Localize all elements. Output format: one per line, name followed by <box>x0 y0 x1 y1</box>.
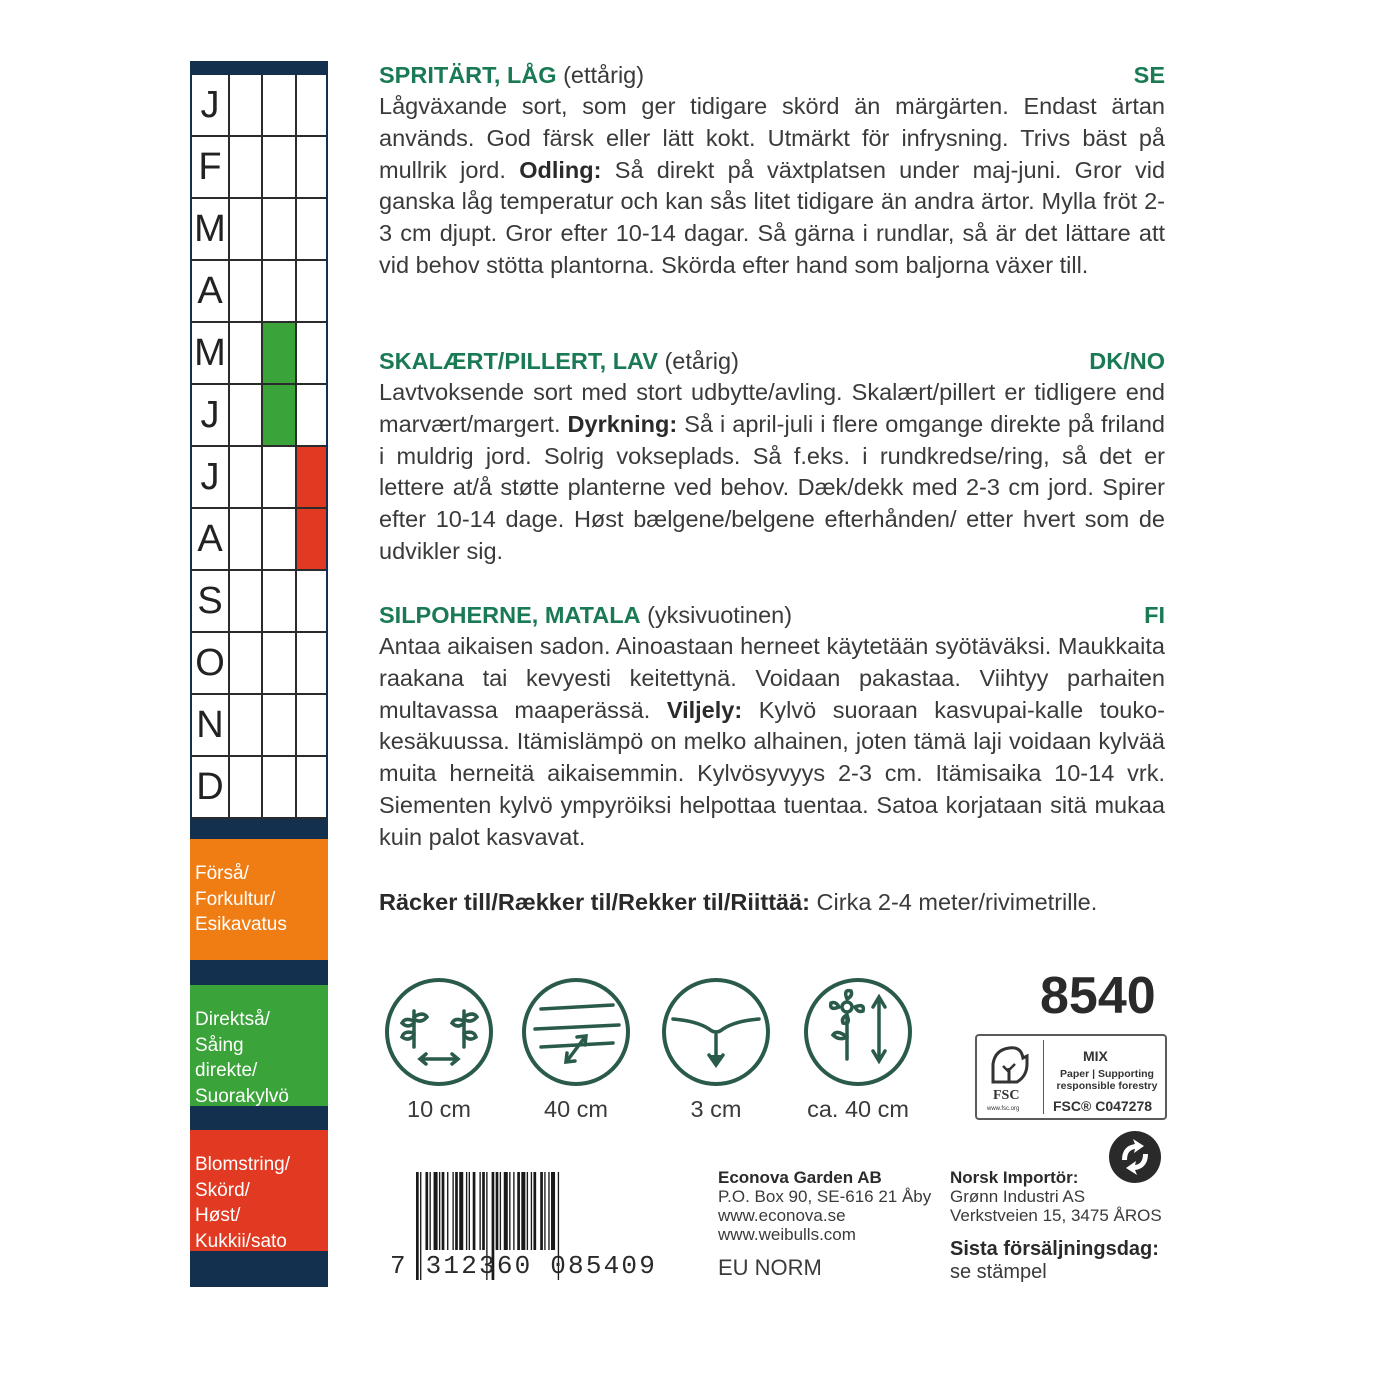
fsc-tree-icon <box>987 1042 1035 1088</box>
barcode-bar <box>425 1172 428 1250</box>
calendar-cell-presow <box>230 633 263 695</box>
month-letter: N <box>192 695 230 757</box>
section-title: SKALÆRT/PILLERT, LAV <box>379 348 658 374</box>
calendar-cell-direct-sow <box>263 323 297 385</box>
barcode-bar <box>533 1172 536 1250</box>
barcode-bar <box>504 1172 508 1250</box>
calendar-cell-presow <box>230 695 263 757</box>
barcode-bar <box>452 1172 453 1250</box>
calendar-cell-direct-sow <box>263 757 297 819</box>
body-keyword: Viljely: <box>666 696 743 723</box>
barcode-bar <box>540 1172 543 1250</box>
barcode-bar <box>531 1172 532 1250</box>
section-subtitle: (yksivuotinen) <box>647 602 793 628</box>
section-title: SPRITÄRT, LÅG <box>379 62 557 88</box>
month-letter: J <box>192 447 230 509</box>
section-swedish <box>379 60 1165 282</box>
language-code: SE <box>1133 62 1165 88</box>
barcode-bar <box>544 1172 545 1250</box>
legend-direct-sow <box>190 985 328 1106</box>
eu-norm: EU NORM <box>718 1255 822 1280</box>
calendar-cell-presow <box>230 571 263 633</box>
row-spacing-label: 40 cm <box>544 1096 608 1122</box>
language-code: FI <box>1144 602 1165 628</box>
fsc-url: www.fsc.org <box>987 1106 1020 1112</box>
barcode-bar <box>473 1172 476 1250</box>
calendar-cell-presow <box>230 447 263 509</box>
month-letter: O <box>192 633 230 695</box>
section-title: SILPOHERNE, MATALA <box>379 602 641 628</box>
calendar-cell-direct-sow <box>263 75 297 137</box>
section-subtitle: (ettårig) <box>563 62 645 88</box>
calendar-cell-harvest <box>297 695 326 757</box>
barcode-digits: 7 312360 085409 <box>390 1251 658 1281</box>
calendar-cell-harvest <box>297 447 326 509</box>
calendar-row <box>192 757 326 819</box>
calendar-row <box>192 695 326 757</box>
barcode-bar <box>482 1172 485 1250</box>
barcode-bar <box>469 1172 470 1250</box>
fsc-divider <box>1043 1040 1044 1114</box>
body-text: Antaa aikaisen sadon. Ainoastaan herneet käytetään syötäväksi. Maukkaita raakana tai kevyesti keitettynä. Voidaan pakastaa. Viihtyy parhaiten multavassa maaperässä. <box>379 633 1165 723</box>
calendar-cell-presow <box>230 509 263 571</box>
calendar-row <box>192 447 326 509</box>
fsc-mix: MIX <box>1083 1048 1108 1064</box>
calendar-cell-harvest <box>297 199 326 261</box>
month-letter: S <box>192 571 230 633</box>
calendar-cell-presow <box>230 261 263 323</box>
calendar-cell-direct-sow <box>263 633 297 695</box>
calendar-cell-harvest <box>297 757 326 819</box>
calendar-cell-direct-sow <box>263 509 297 571</box>
calendar-row <box>192 323 326 385</box>
section-header <box>379 346 1165 377</box>
fsc-logo-text: FSC <box>993 1088 1020 1103</box>
calendar-cell-presow <box>230 75 263 137</box>
month-letter: J <box>192 75 230 137</box>
last-sale-heading: Sista försäljningsdag: <box>950 1238 1159 1260</box>
month-letter: A <box>192 261 230 323</box>
sowing-depth-label: 3 cm <box>690 1096 742 1122</box>
item-number: 8540 <box>1040 967 1156 1025</box>
calendar-cell-direct-sow <box>263 137 297 199</box>
legend-presow-label: Förså/ Forkultur/ Esikavatus <box>195 863 287 935</box>
section-finnish <box>379 600 1165 854</box>
company-website: www.econova.se <box>718 1206 846 1225</box>
legend-harvest <box>190 1130 328 1251</box>
barcode-bar <box>496 1172 499 1250</box>
calendar-row <box>192 137 326 199</box>
body-text: Kylvö suoraan kasvupai-kalle touko-kesäkuussa. Itämislämpö on melko alhainen, joten tämä laji voidaan kylvää muita herneitä aikaisemmin. Kylvösyvyys 2-3 cm. Itämisaika 10-14 vrk. Siementen kylvö ympyröiksi helpottaa tuentaa. Satoa korjataan sitä mukaa kuin palot kasvavat. <box>379 696 1166 850</box>
fsc-text: Paper | Supporting responsible forestry <box>1056 1068 1158 1092</box>
calendar-row <box>192 199 326 261</box>
section-body <box>379 91 1165 282</box>
body-text: Så i april-juli i flere omgange direkte på friland i muldrig jord. Solrig vokseplads. Så f.eks. i rundkredse/ring, så det er lettere at/å støtte planterne ved behov. Dæk/dekk med 2-3 cm jord. Spirer efter 10-14 dage. Høst bælgene/belgene efterhånden/ etter hvert som de udvikler sig. <box>379 410 1165 564</box>
sowing-calendar <box>190 61 328 1287</box>
body-text: Så direkt på växtplatsen under maj-juni. Gror vid ganska låg temperatur och kan sås litet tidigare än andra ärtor. Mylla fröt 2-3 cm djupt. Gror efter 10-14 dagar. Så gärna i rundlar, så är det lättare att vid behov stötta plantorna. Skörda efter hand som baljorna växer till. <box>379 156 1166 278</box>
recycle-icon <box>1108 1130 1162 1184</box>
body-keyword: Odling: <box>519 156 602 183</box>
month-letter: M <box>192 199 230 261</box>
month-letter: F <box>192 137 230 199</box>
barcode-bar <box>509 1172 510 1250</box>
legend-presow <box>190 839 328 960</box>
section-header <box>379 600 1165 631</box>
calendar-cell-direct-sow <box>263 199 297 261</box>
last-sale-value: se stämpel <box>950 1261 1047 1283</box>
company-name: Econova Garden AB <box>718 1168 882 1187</box>
barcode-bar <box>447 1172 448 1250</box>
barcode-bar <box>548 1172 549 1250</box>
barcode-bar <box>434 1172 438 1250</box>
calendar-cell-harvest <box>297 75 326 137</box>
fsc-label <box>975 1034 1167 1120</box>
calendar-cell-direct-sow <box>263 447 297 509</box>
barcode-bar <box>459 1172 463 1250</box>
legend-harvest-label: Blomstring/ Skörd/ Høst/ Kukkii/sato <box>195 1154 291 1252</box>
body-text: Lavtvoksende sort med stort udbytte/avling. Skalært/pillert er tidligere end marvært/margert. <box>379 379 1165 437</box>
barcode-bar <box>466 1172 467 1250</box>
coverage-label: Räcker till/Rækker til/Rekker til/Riittää: <box>379 889 811 915</box>
section-danish-norwegian <box>379 346 1165 568</box>
company-website: www.weibulls.com <box>718 1225 856 1244</box>
section-subtitle: (etårig) <box>664 348 739 374</box>
last-sale-date <box>950 1238 1159 1284</box>
importer-name: Grønn Industri AS <box>950 1187 1086 1206</box>
body-text: Lågväxande sort, som ger tidigare skörd än märgärten. Endast ärtan används. God färsk eller lätt kokt. Utmärkt för infrysning. Trivs bäst på mullrik jord. <box>379 93 1165 183</box>
plant-spacing-icon <box>384 977 494 1087</box>
coverage-value: Cirka 2-4 meter/rivimetrille. <box>816 889 1098 915</box>
barcode-bar <box>479 1172 480 1250</box>
barcode-bar <box>527 1172 528 1250</box>
calendar-row <box>192 633 326 695</box>
plant-height-icon <box>803 977 913 1087</box>
plant-spacing-label: 10 cm <box>407 1096 471 1122</box>
section-header <box>379 60 1165 91</box>
calendar-cell-harvest <box>297 137 326 199</box>
plant-height-label: ca. 40 cm <box>807 1096 909 1122</box>
barcode-bar <box>517 1172 520 1250</box>
calendar-row <box>192 385 326 447</box>
calendar-cell-harvest <box>297 385 326 447</box>
barcode-bar <box>500 1172 501 1250</box>
calendar-cell-harvest <box>297 571 326 633</box>
barcode-bar <box>551 1172 555 1250</box>
calendar-row <box>192 261 326 323</box>
calendar-grid <box>192 75 326 819</box>
fsc-code: FSC® C047278 <box>1053 1098 1153 1114</box>
language-code: DK/NO <box>1089 348 1165 374</box>
calendar-row <box>192 571 326 633</box>
section-body <box>379 377 1165 568</box>
importer-postal: Verkstveien 15, 3475 ÅROS <box>950 1206 1162 1225</box>
calendar-cell-harvest <box>297 633 326 695</box>
calendar-cell-direct-sow <box>263 695 297 757</box>
calendar-cell-harvest <box>297 261 326 323</box>
barcode-bar <box>513 1172 514 1250</box>
calendar-cell-presow <box>230 199 263 261</box>
calendar-cell-presow <box>230 323 263 385</box>
company-postal: P.O. Box 90, SE-616 21 Åby <box>718 1187 932 1206</box>
legend-direct-sow-label: Direktså/ Såing direkte/ Suorakylvö <box>195 1009 289 1107</box>
calendar-cell-direct-sow <box>263 385 297 447</box>
calendar-cell-presow <box>230 137 263 199</box>
barcode-bar <box>439 1172 440 1250</box>
calendar-cell-presow <box>230 385 263 447</box>
month-letter: D <box>192 757 230 819</box>
section-body <box>379 631 1165 854</box>
barcode-bar <box>521 1172 525 1250</box>
company-address <box>718 1168 931 1244</box>
calendar-row <box>192 75 326 137</box>
body-keyword: Dyrkning: <box>567 410 678 437</box>
month-letter: J <box>192 385 230 447</box>
barcode-bar <box>430 1172 431 1250</box>
sowing-depth-icon <box>661 977 771 1087</box>
importer-heading: Norsk Importör: <box>950 1168 1079 1187</box>
calendar-cell-presow <box>230 757 263 819</box>
barcode-bar <box>442 1172 445 1250</box>
calendar-cell-direct-sow <box>263 571 297 633</box>
month-letter: A <box>192 509 230 571</box>
calendar-cell-direct-sow <box>263 261 297 323</box>
month-letter: M <box>192 323 230 385</box>
calendar-cell-harvest <box>297 509 326 571</box>
calendar-cell-harvest <box>297 323 326 385</box>
coverage-line <box>379 886 1165 918</box>
row-spacing-icon <box>521 977 631 1087</box>
barcode-bar <box>455 1172 458 1250</box>
calendar-row <box>192 509 326 571</box>
